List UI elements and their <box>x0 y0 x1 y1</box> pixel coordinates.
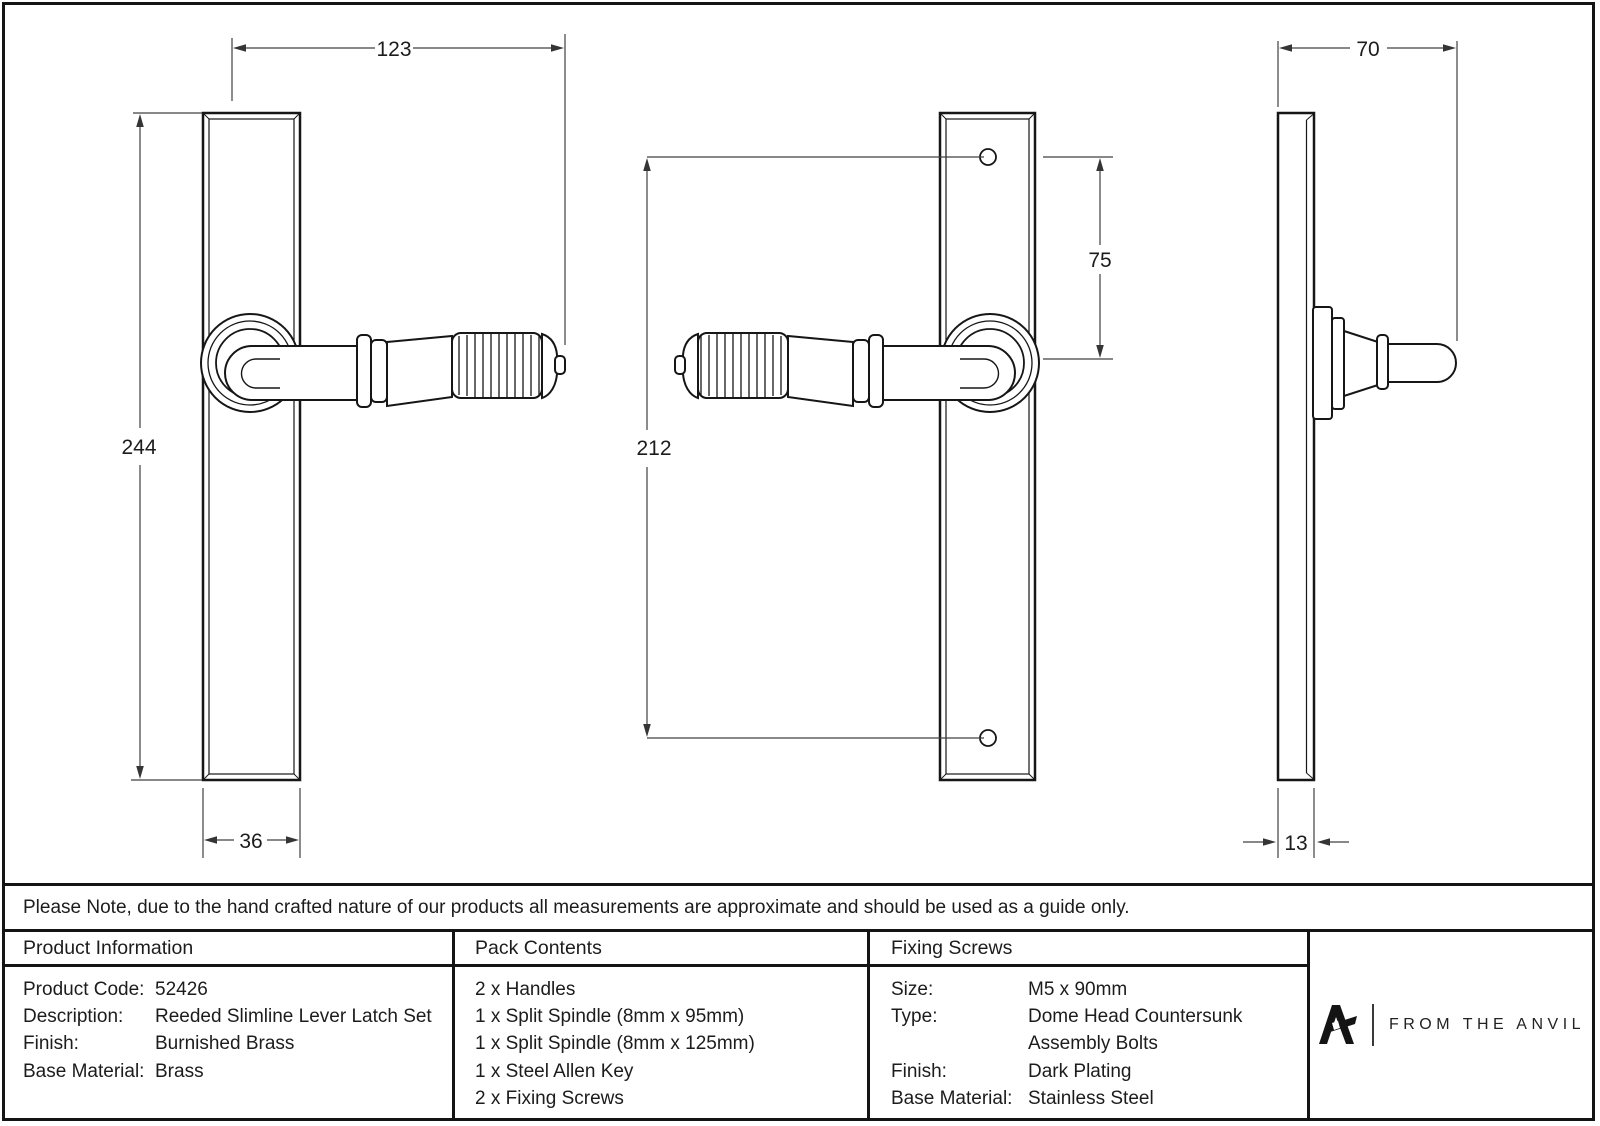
base-material-row <box>5 1058 452 1085</box>
dim-hole-to-centre-label: 75 <box>1088 249 1112 272</box>
product-code-label: Product Code: <box>23 979 145 1000</box>
base-material-label: Base Material: <box>23 1060 145 1082</box>
pack-item: 2 x Handles <box>475 979 576 1000</box>
measurement-note-text: Please Note, due to the hand crafted nature of our products all measurements are approximate and should be used as a guide only. <box>23 896 1130 918</box>
front-view-drawing <box>201 113 565 780</box>
pack-item: 1 x Steel Allen Key <box>475 1060 634 1082</box>
screw-finish-label: Finish: <box>891 1060 947 1082</box>
logo-divider <box>1372 1004 1374 1046</box>
screw-type-label: Type: <box>891 1006 938 1028</box>
pack-contents-header: Pack Contents <box>455 932 867 967</box>
description-row <box>5 1003 452 1030</box>
fixing-screws-column <box>870 932 1310 1118</box>
product-information-column <box>5 932 455 1118</box>
side-view-drawing <box>1278 113 1456 780</box>
product-information-header: Product Information <box>5 932 452 967</box>
screw-size-label: Size: <box>891 979 934 1000</box>
pack-item: 1 x Split Spindle (8mm x 95mm) <box>475 1006 745 1028</box>
finish-label: Finish: <box>23 1033 79 1055</box>
anvil-logo-icon <box>1317 1004 1357 1046</box>
brand-logo <box>1317 1004 1585 1046</box>
screw-type-row-2 <box>870 1030 1307 1057</box>
screw-type-value: Dome Head Countersunk <box>1028 1006 1243 1028</box>
description-label: Description: <box>23 1006 124 1028</box>
dim-plate-thickness-label: 13 <box>1284 832 1308 855</box>
screw-base-material-row <box>870 1085 1307 1112</box>
rear-view-drawing <box>675 113 1039 780</box>
screw-size-row <box>870 976 1307 1003</box>
finish-value: Burnished Brass <box>155 1033 295 1055</box>
dim-projection-label: 70 <box>1356 38 1380 61</box>
dimension-arrowheads <box>136 44 1456 846</box>
product-code-row <box>5 976 452 1003</box>
dim-screw-centres-label: 212 <box>636 437 672 460</box>
dim-plate-height-label: 244 <box>121 436 157 459</box>
dim-overall-length-label: 123 <box>376 38 412 61</box>
measurement-note-bar <box>2 883 1595 932</box>
screw-base-material-label: Base Material: <box>891 1087 1013 1109</box>
pack-item: 1 x Split Spindle (8mm x 125mm) <box>475 1033 755 1055</box>
fixing-screws-header: Fixing Screws <box>870 932 1307 967</box>
screw-size-value: M5 x 90mm <box>1028 979 1128 1000</box>
screw-type-value-2: Assembly Bolts <box>1028 1033 1158 1055</box>
screw-finish-row <box>870 1058 1307 1085</box>
screw-finish-value: Dark Plating <box>1028 1060 1132 1082</box>
brand-cell <box>1310 932 1592 1118</box>
base-material-value: Brass <box>155 1060 204 1082</box>
dim-plate-width-label: 36 <box>239 830 263 853</box>
product-info-table <box>2 932 1595 1118</box>
finish-row <box>5 1030 452 1057</box>
pack-contents-column <box>455 932 870 1118</box>
brand-name: FROM THE ANVIL <box>1388 1016 1586 1033</box>
pack-item: 2 x Fixing Screws <box>475 1087 624 1109</box>
description-value: Reeded Slimline Lever Latch Set <box>155 1006 432 1028</box>
screw-type-row <box>870 1003 1307 1030</box>
product-code-value: 52426 <box>155 979 208 1000</box>
screw-base-material-value: Stainless Steel <box>1028 1087 1154 1109</box>
